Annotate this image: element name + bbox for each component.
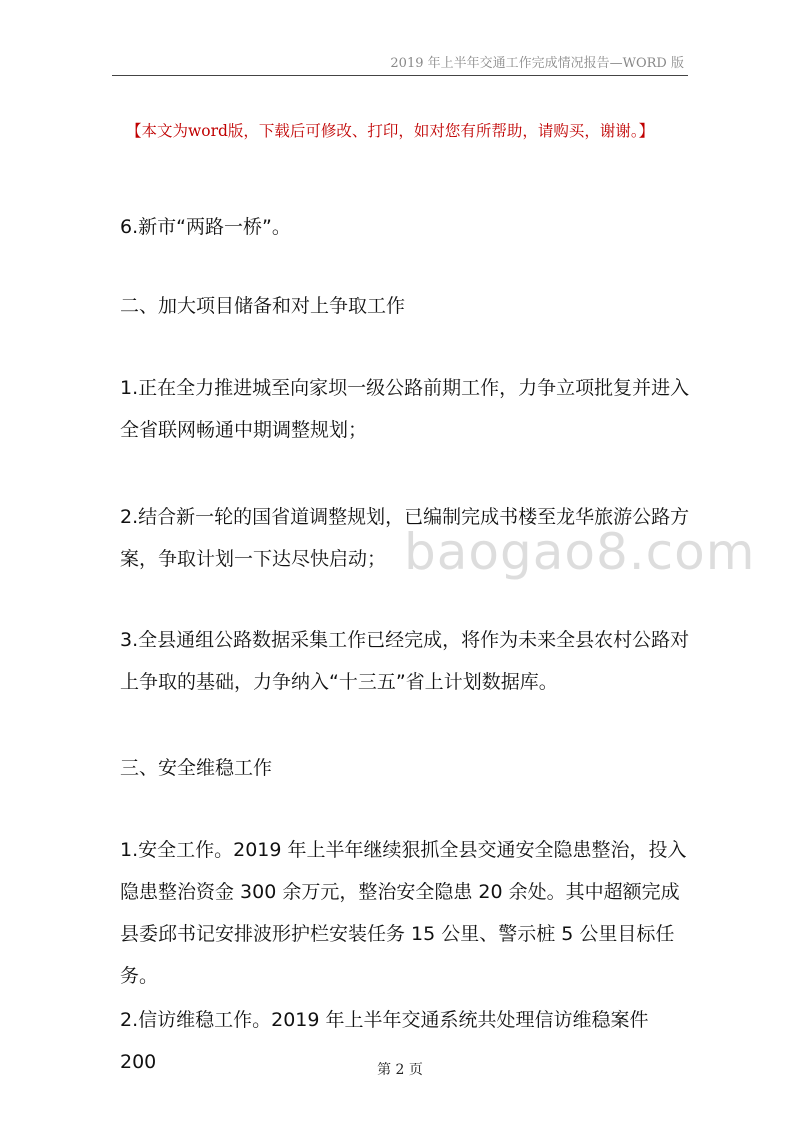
paragraph-safety: 1.安全工作。2019 年上半年继续狠抓全县交通安全隐患整治，投入隐患整治资金 300 余万元，整治安全隐患 20 余处。其中超额完成县委邱书记安排波形护栏安装任务 15 公里、警示桩 5 公里目标任务。: [120, 839, 687, 987]
section-heading-3: 三、安全维稳工作: [120, 757, 273, 779]
page-number: 第 2 页: [377, 1062, 423, 1078]
page-header: 2019 年上半年交通工作完成情况报告—WORD 版: [390, 56, 684, 71]
paragraph-item-6: 6.新市“两路一桥”。: [120, 216, 291, 238]
watermark: baogao8.com: [404, 523, 756, 581]
paragraph-item-1: 1.正在全力推进城至向家坝一级公路前期工作，力争立项批复并进入全省联网畅通中期调整规划；: [120, 377, 690, 441]
header-divider: [112, 75, 688, 76]
section-heading-2: 二、加大项目储备和对上争取工作: [120, 295, 406, 317]
paragraph-petition: 2.信访维稳工作。2019 年上半年交通系统共处理信访维稳案件 200: [120, 1009, 649, 1073]
download-notice: 【本文为word版，下载后可修改、打印，如对您有所帮助，请购买，谢谢。】: [126, 122, 655, 140]
paragraph-item-3: 3.全县通组公路数据采集工作已经完成，将作为未来全县农村公路对上争取的基础，力争纳入“十三五”省上计划数据库。: [120, 629, 690, 693]
paragraph-item-2: 2.结合新一轮的国省道调整规划，已编制完成书楼至龙华旅游公路方案，争取计划一下达尽快启动；: [120, 506, 690, 570]
